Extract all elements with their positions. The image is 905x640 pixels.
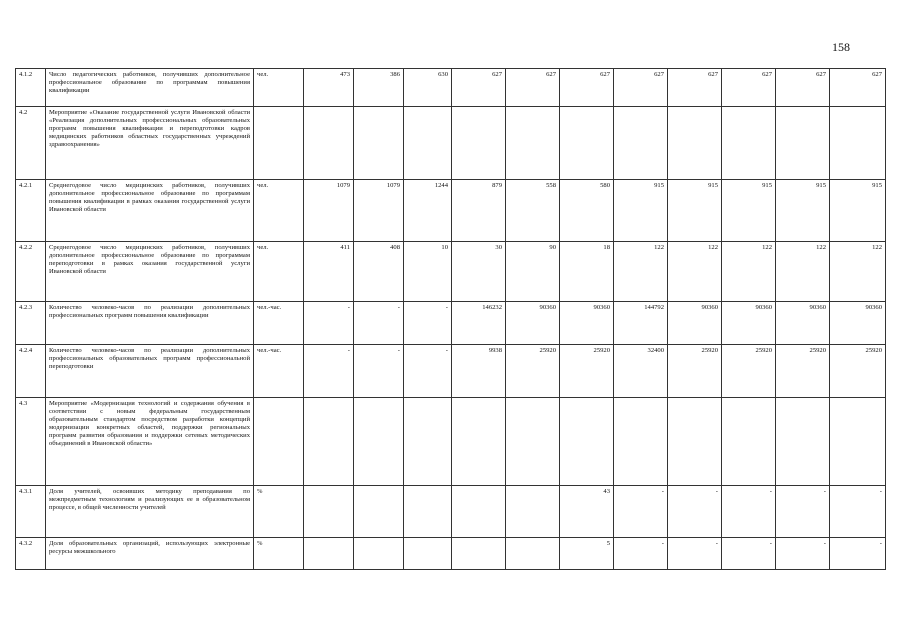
row-value-cell [304, 398, 354, 486]
row-value-cell [506, 538, 560, 570]
row-value-cell: 122 [668, 242, 722, 302]
row-description-cell: Среднегодовое число медицинских работников, получивших дополнительное профессиональное образование по программам переподготовки в рамках оказания государственной услуги Ивановской области [46, 242, 254, 302]
row-value-cell: 627 [614, 69, 668, 107]
row-description-cell: Количество человеко-часов по реализации дополнительных профессиональных образовательных программ профессиональной переподготовки [46, 345, 254, 398]
row-unit-cell: чел. [254, 180, 304, 242]
row-number-cell: 4.2.2 [16, 242, 46, 302]
row-number-cell: 4.3 [16, 398, 46, 486]
row-value-cell [722, 398, 776, 486]
row-unit-cell: % [254, 538, 304, 570]
row-value-cell [668, 398, 722, 486]
row-value-cell: 627 [830, 69, 886, 107]
row-value-cell: - [404, 345, 452, 398]
row-description-cell: Доля учителей, освоивших методику преподавания по межпредметным технологиям и реализующих ее в образовательном процессе, в общей численности учителей [46, 486, 254, 538]
row-value-cell: - [668, 486, 722, 538]
row-value-cell [404, 107, 452, 180]
row-value-cell [304, 486, 354, 538]
indicators-table [15, 68, 886, 570]
row-value-cell: 90360 [506, 302, 560, 345]
row-value-cell [776, 107, 830, 180]
row-number-cell: 4.2.4 [16, 345, 46, 398]
row-value-cell: 630 [404, 69, 452, 107]
row-value-cell: 90360 [668, 302, 722, 345]
row-value-cell: 386 [354, 69, 404, 107]
row-value-cell: 915 [830, 180, 886, 242]
row-value-cell: 25920 [722, 345, 776, 398]
row-value-cell: - [354, 302, 404, 345]
row-value-cell: 915 [722, 180, 776, 242]
row-value-cell: 408 [354, 242, 404, 302]
row-description-cell: Число педагогических работников, получивших дополнительное профессиональное образование по программам повышения квалификации [46, 69, 254, 107]
row-value-cell: 879 [452, 180, 506, 242]
row-value-cell [452, 107, 506, 180]
row-value-cell [560, 107, 614, 180]
row-value-cell [560, 398, 614, 486]
row-value-cell [506, 107, 560, 180]
row-value-cell: 627 [668, 69, 722, 107]
row-value-cell: 144792 [614, 302, 668, 345]
row-number-cell: 4.2.3 [16, 302, 46, 345]
row-value-cell: 5 [560, 538, 614, 570]
row-value-cell: 122 [830, 242, 886, 302]
row-value-cell [304, 107, 354, 180]
table-row [16, 180, 886, 242]
row-value-cell [614, 398, 668, 486]
row-value-cell: 627 [776, 69, 830, 107]
row-value-cell [404, 398, 452, 486]
row-value-cell [404, 538, 452, 570]
page-number: 158 [832, 40, 850, 54]
table-row [16, 398, 886, 486]
row-value-cell: 30 [452, 242, 506, 302]
row-value-cell: 25920 [668, 345, 722, 398]
row-value-cell: - [614, 486, 668, 538]
table-row [16, 538, 886, 570]
row-value-cell [506, 398, 560, 486]
row-value-cell: 411 [304, 242, 354, 302]
row-value-cell: 122 [722, 242, 776, 302]
table-row [16, 69, 886, 107]
row-value-cell [354, 398, 404, 486]
row-value-cell: 1079 [354, 180, 404, 242]
row-number-cell: 4.2.1 [16, 180, 46, 242]
row-value-cell [830, 398, 886, 486]
row-value-cell: - [614, 538, 668, 570]
row-value-cell: 580 [560, 180, 614, 242]
row-value-cell: - [304, 302, 354, 345]
row-value-cell: - [722, 486, 776, 538]
row-value-cell: 90360 [722, 302, 776, 345]
row-number-cell: 4.3.1 [16, 486, 46, 538]
row-unit-cell [254, 107, 304, 180]
row-value-cell: - [304, 345, 354, 398]
row-value-cell: - [830, 538, 886, 570]
row-value-cell: - [776, 486, 830, 538]
row-value-cell: 90360 [776, 302, 830, 345]
row-value-cell [830, 107, 886, 180]
row-unit-cell [254, 398, 304, 486]
row-value-cell [668, 107, 722, 180]
row-value-cell [452, 538, 506, 570]
row-description-cell: Доля образовательных организаций, использующих электронные ресурсы межшкольного [46, 538, 254, 570]
row-value-cell: 32400 [614, 345, 668, 398]
row-value-cell [304, 538, 354, 570]
row-value-cell: 122 [614, 242, 668, 302]
table-row [16, 107, 886, 180]
table-row [16, 345, 886, 398]
row-unit-cell: чел. [254, 242, 304, 302]
row-value-cell: 18 [560, 242, 614, 302]
row-value-cell: 558 [506, 180, 560, 242]
row-value-cell [776, 398, 830, 486]
row-value-cell [722, 107, 776, 180]
row-value-cell: 915 [776, 180, 830, 242]
row-value-cell [354, 538, 404, 570]
row-value-cell: 9938 [452, 345, 506, 398]
row-value-cell: - [668, 538, 722, 570]
row-value-cell: 915 [668, 180, 722, 242]
table-row [16, 302, 886, 345]
row-unit-cell: чел.-час. [254, 345, 304, 398]
row-value-cell: 25920 [776, 345, 830, 398]
row-value-cell: 10 [404, 242, 452, 302]
row-number-cell: 4.3.2 [16, 538, 46, 570]
row-value-cell: 627 [560, 69, 614, 107]
row-value-cell [452, 398, 506, 486]
row-value-cell: 627 [506, 69, 560, 107]
row-description-cell: Мероприятие «Модернизация технологий и содержания обучения в соответствии с новым федеральным государственным образовательным стандартом посредством разработки концепций модернизации конкретных областей, поддержки региональных программ развития образования и поддержки сетевых методических объединений в Ивановской области» [46, 398, 254, 486]
row-value-cell: - [830, 486, 886, 538]
table-row [16, 242, 886, 302]
row-value-cell: - [722, 538, 776, 570]
row-description-cell: Среднегодовое число медицинских работников, получивших дополнительное профессиональное образование по программам повышения квалификации в рамках оказания государственной услуги Ивановской области [46, 180, 254, 242]
row-value-cell: - [776, 538, 830, 570]
row-value-cell: 90360 [560, 302, 614, 345]
row-value-cell [354, 486, 404, 538]
row-description-cell: Количество человеко-часов по реализации дополнительных профессиональных программ повышения квалификации [46, 302, 254, 345]
row-value-cell [354, 107, 404, 180]
row-value-cell: 627 [452, 69, 506, 107]
row-unit-cell: чел. [254, 69, 304, 107]
row-value-cell: 25920 [506, 345, 560, 398]
row-value-cell [614, 107, 668, 180]
row-value-cell: 1079 [304, 180, 354, 242]
row-value-cell: 627 [722, 69, 776, 107]
row-value-cell [404, 486, 452, 538]
row-value-cell: 1244 [404, 180, 452, 242]
row-value-cell: - [354, 345, 404, 398]
row-value-cell: 146232 [452, 302, 506, 345]
row-value-cell: 43 [560, 486, 614, 538]
table-row [16, 486, 886, 538]
row-value-cell [452, 486, 506, 538]
row-value-cell: 122 [776, 242, 830, 302]
row-value-cell: 473 [304, 69, 354, 107]
row-number-cell: 4.2 [16, 107, 46, 180]
row-value-cell: 25920 [560, 345, 614, 398]
row-value-cell: 915 [614, 180, 668, 242]
row-description-cell: Мероприятие «Оказание государственной услуги Ивановской области «Реализация дополнительных профессиональных образовательных программ повышения квалификации и переподготовки кадров медицинских работников областных государственных учреждений здравоохранения» [46, 107, 254, 180]
row-unit-cell: чел.-час. [254, 302, 304, 345]
row-value-cell: - [404, 302, 452, 345]
row-value-cell: 25920 [830, 345, 886, 398]
row-number-cell: 4.1.2 [16, 69, 46, 107]
row-value-cell: 90360 [830, 302, 886, 345]
row-unit-cell: % [254, 486, 304, 538]
row-value-cell: 90 [506, 242, 560, 302]
row-value-cell [506, 486, 560, 538]
